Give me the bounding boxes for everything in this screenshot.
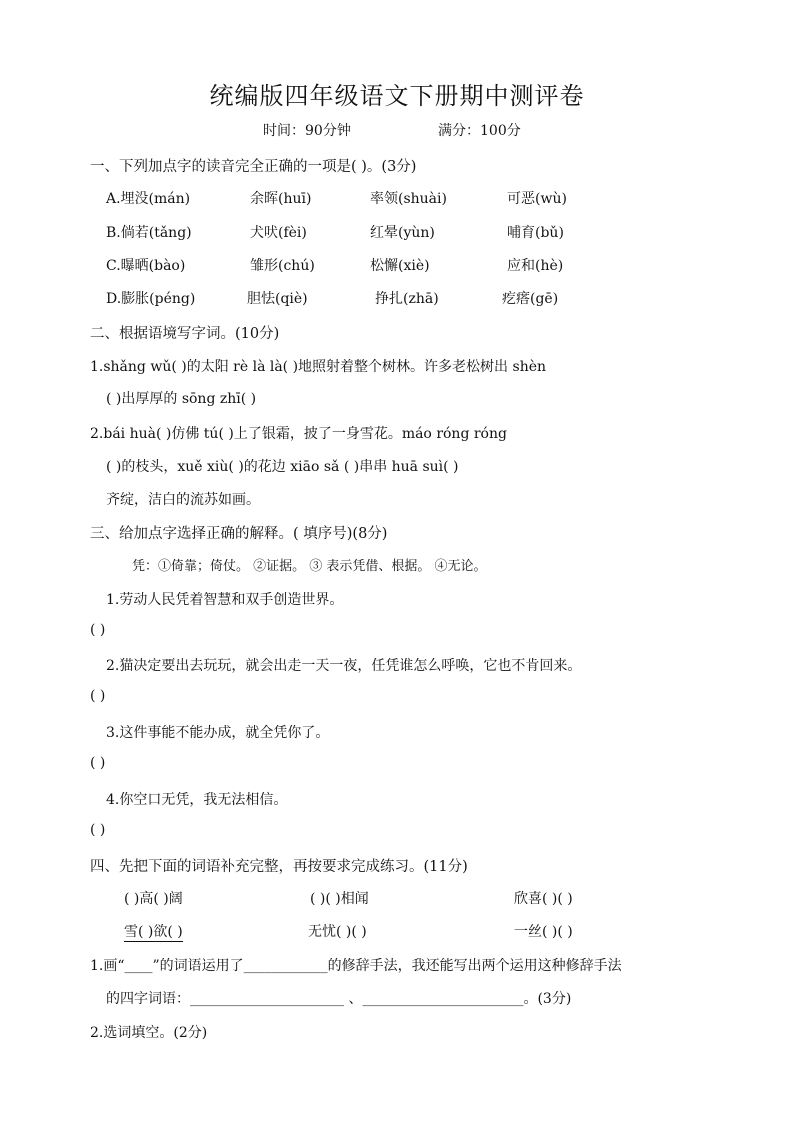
option-b-word-1: B.倘若(tǎng)	[106, 225, 192, 241]
idiom-4-underlined[interactable]: 雪( )欲( )	[124, 921, 183, 942]
section-2-q2-line1: 2.bái huà( )仿佛 tú( )上了银霜，披了一身雪花。máo róng róng	[90, 426, 507, 442]
option-d-word-2: 胆怯(qiè)	[247, 291, 308, 307]
section-3-answer-4[interactable]: ( )	[90, 822, 106, 838]
section-3-definitions: 凭：①倚靠；倚仗。 ②证据。 ③ 表示凭借、根据。 ④无论。	[132, 559, 487, 574]
option-d-word-4: 疙瘩(gē)	[502, 291, 559, 307]
section-2-q2-line2: ( )的枝头，xuě xiù( )的花边 xiāo sǎ ( )串串 huā suì( )	[106, 459, 459, 475]
section-2-q1-line2: ( )出厚厚的 sōng zhī( )	[106, 391, 257, 407]
option-a-word-2: 余晖(huī)	[250, 191, 312, 207]
option-b-word-4: 哺育(bǔ)	[507, 225, 564, 241]
section-3-heading: 三、给加点字选择正确的解释。( 填序号)(8分)	[90, 526, 388, 542]
section-4-q2: 2.选词填空。(2分)	[90, 1025, 208, 1041]
exam-time: 时间：90分钟	[263, 123, 351, 139]
section-3-answer-1[interactable]: ( )	[90, 622, 106, 638]
option-a-word-3: 率领(shuài)	[370, 191, 447, 207]
option-b-word-2: 犬吠(fèi)	[250, 225, 307, 241]
option-c-word-1: C.曝晒(bào)	[106, 258, 186, 274]
section-4-heading: 四、先把下面的词语补充完整，再按要求完成练习。(11分)	[90, 859, 468, 875]
option-d-word-1: D.膨胀(péng)	[106, 291, 196, 307]
section-4-q1-line2: 的四字词语：______________________ 、_______________________。(3分)	[106, 991, 572, 1007]
section-2-q2-line3: 齐绽，洁白的流苏如画。	[106, 492, 260, 508]
page-title: 统编版四年级语文下册期中测评卷	[209, 82, 585, 110]
option-b-word-3: 红晕(yùn)	[370, 225, 435, 241]
option-c-word-3: 松懈(xiè)	[370, 258, 430, 274]
option-d-word-3: 挣扎(zhā)	[375, 291, 439, 307]
option-c-word-4: 应和(hè)	[507, 258, 564, 274]
section-1-heading: 一、下列加点字的读音完全正确的一项是( )。(3分)	[90, 159, 417, 175]
section-3-item-3: 3.这件事能不能办成，就全凭你了。	[106, 725, 330, 741]
option-a-word-1: A.埋没(mán)	[106, 191, 191, 207]
section-4-q1-line1: 1.画“____”的词语运用了____________的修辞手法，我还能写出两个运用这种修辞手法	[90, 958, 622, 974]
section-3-answer-3[interactable]: ( )	[90, 755, 106, 771]
idiom-6[interactable]: 一丝( )( )	[514, 924, 573, 940]
idiom-5[interactable]: 无忧( )( )	[308, 924, 367, 940]
section-3-item-4: 4.你空口无凭，我无法相信。	[106, 792, 288, 808]
idiom-2[interactable]: ( )( )相闻	[310, 891, 369, 907]
section-3-answer-2[interactable]: ( )	[90, 688, 106, 704]
option-a-word-4: 可恶(wù)	[507, 191, 567, 207]
exam-score: 满分：100分	[438, 123, 521, 139]
idiom-3[interactable]: 欣喜( )( )	[514, 891, 573, 907]
section-3-item-1: 1.劳动人民凭着智慧和双手创造世界。	[106, 592, 344, 608]
idiom-1[interactable]: ( )高( )阔	[124, 891, 183, 907]
section-3-item-2: 2.猫决定要出去玩玩，就会出走一天一夜，任凭谁怎么呼唤，它也不肯回来。	[106, 658, 582, 674]
option-c-word-2: 雏形(chú)	[250, 258, 315, 274]
section-2-heading: 二、根据语境写字词。(10分)	[90, 326, 280, 342]
section-2-q1-line1: 1.shǎng wǔ( )的太阳 rè là là( )地照射着整个树林。许多老松树出 shèn	[90, 359, 547, 375]
